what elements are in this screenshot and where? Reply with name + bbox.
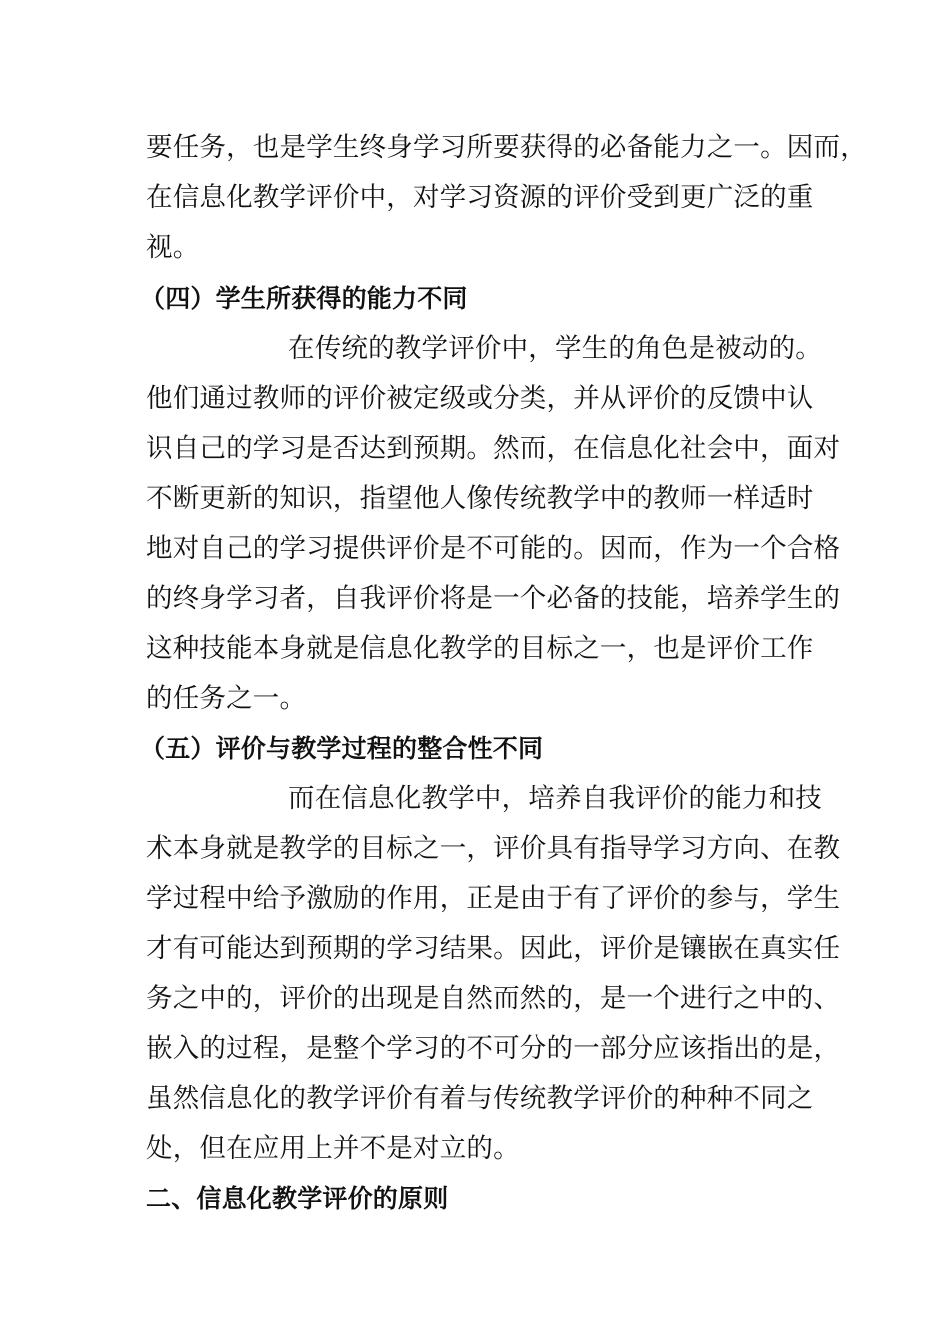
paragraph-line: 在传统的教学评价中，学生的角色是被动的。: [288, 333, 822, 364]
paragraph-line: 地对自己的学习提供评价是不可能的。因而，作为一个合格: [146, 533, 841, 564]
paragraph-line: 这种技能本身就是信息化教学的目标之一，也是评价工作: [146, 633, 814, 664]
section-heading-5: （五）评价与教学过程的整合性不同: [140, 734, 544, 763]
paragraph-line: 务之中的，评价的出现是自然而然的，是一个进行之中的、: [146, 983, 841, 1014]
paragraph-line: 处，但在应用上并不是对立的。: [146, 1133, 520, 1164]
paragraph-line: 嵌入的过程，是整个学习的不可分的一部分应该指出的是，: [146, 1033, 841, 1064]
paragraph-line: 才有可能达到预期的学习结果。因此，评价是镶嵌在真实任: [146, 933, 841, 964]
paragraph-line: 术本身就是教学的目标之一，评价具有指导学习方向、在教: [146, 833, 841, 864]
paragraph-line: 虽然信息化的教学评价有着与传统教学评价的种种不同之: [146, 1083, 814, 1114]
chapter-heading-2: 二、信息化教学评价的原则: [146, 1184, 449, 1213]
paragraph-line: 在信息化教学评价中，对学习资源的评价受到更广泛的重: [146, 182, 814, 213]
paragraph-line: 他们通过教师的评价被定级或分类，并从评价的反馈中认: [146, 383, 814, 414]
paragraph-line: 不断更新的知识，指望他人像传统教学中的教师一样适时: [146, 483, 814, 514]
section-heading-4: （四）学生所获得的能力不同: [140, 284, 468, 313]
paragraph-line: 而在信息化教学中，培养自我评价的能力和技: [288, 783, 822, 814]
paragraph-line: 识自己的学习是否达到预期。然而，在信息化社会中，面对: [146, 433, 841, 464]
paragraph-line: 的终身学习者，自我评价将是一个必备的技能，培养学生的: [146, 583, 841, 614]
paragraph-line: 学过程中给予激励的作用，正是由于有了评价的参与，学生: [146, 883, 841, 914]
paragraph-line: 的任务之一。: [146, 683, 307, 714]
paragraph-line: 视。: [146, 232, 200, 263]
paragraph-line: 要任务，也是学生终身学习所要获得的必备能力之一。因而，: [146, 132, 867, 163]
